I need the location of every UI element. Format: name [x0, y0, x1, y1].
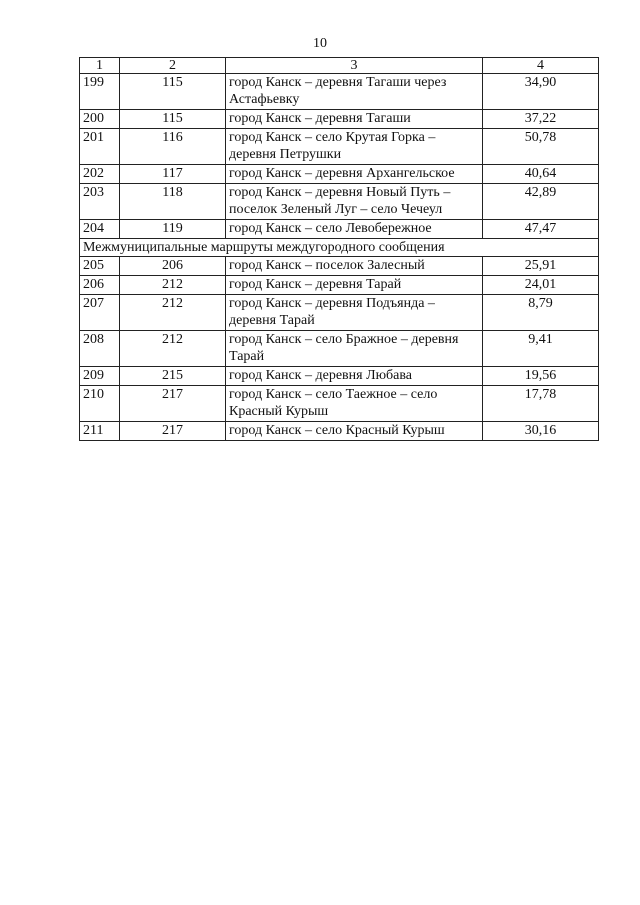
- route-code-cell: 217: [120, 386, 226, 422]
- distance-cell: 40,64: [483, 165, 599, 184]
- table-header-row: [80, 58, 599, 74]
- column-header-3: 3: [226, 58, 483, 74]
- table-row: [80, 257, 599, 276]
- table-row: [80, 276, 599, 295]
- route-name-cell: город Канск – деревня Архангельское: [226, 165, 483, 184]
- table-row: [80, 422, 599, 441]
- distance-cell: 19,56: [483, 367, 599, 386]
- route-code-cell: 119: [120, 220, 226, 239]
- route-name-cell: город Канск – село Бражное – деревня Тарай: [226, 331, 483, 367]
- table-row: [80, 367, 599, 386]
- table-row: [80, 129, 599, 165]
- column-header-4: 4: [483, 58, 599, 74]
- route-rows-group2: [80, 257, 599, 441]
- route-code-cell: 118: [120, 184, 226, 220]
- route-name-cell: город Канск – село Красный Курыш: [226, 422, 483, 441]
- section-row-group: [80, 239, 599, 257]
- row-number-cell: 205: [80, 257, 120, 276]
- row-number-cell: 209: [80, 367, 120, 386]
- route-code-cell: 116: [120, 129, 226, 165]
- row-number-cell: 204: [80, 220, 120, 239]
- section-title: Межмуниципальные маршруты междугородного сообщения: [80, 239, 599, 257]
- table-row: [80, 74, 599, 110]
- section-row: [80, 239, 599, 257]
- row-number-cell: 206: [80, 276, 120, 295]
- route-code-cell: 206: [120, 257, 226, 276]
- routes-table: [79, 57, 599, 441]
- route-code-cell: 115: [120, 74, 226, 110]
- page-number: 10: [313, 36, 327, 51]
- column-header-2: 2: [120, 58, 226, 74]
- table-row: [80, 165, 599, 184]
- distance-cell: 25,91: [483, 257, 599, 276]
- route-name-cell: город Канск – деревня Тарай: [226, 276, 483, 295]
- route-code-cell: 212: [120, 276, 226, 295]
- row-number-cell: 202: [80, 165, 120, 184]
- route-code-cell: 212: [120, 331, 226, 367]
- route-code-cell: 212: [120, 295, 226, 331]
- distance-cell: 30,16: [483, 422, 599, 441]
- table-row: [80, 386, 599, 422]
- row-number-cell: 201: [80, 129, 120, 165]
- row-number-cell: 208: [80, 331, 120, 367]
- route-code-cell: 115: [120, 110, 226, 129]
- row-number-cell: 203: [80, 184, 120, 220]
- route-code-cell: 217: [120, 422, 226, 441]
- distance-cell: 37,22: [483, 110, 599, 129]
- column-header-1: 1: [80, 58, 120, 74]
- route-code-cell: 215: [120, 367, 226, 386]
- table-row: [80, 184, 599, 220]
- row-number-cell: 199: [80, 74, 120, 110]
- route-name-cell: город Канск – деревня Тагаши: [226, 110, 483, 129]
- distance-cell: 8,79: [483, 295, 599, 331]
- distance-cell: 34,90: [483, 74, 599, 110]
- row-number-cell: 211: [80, 422, 120, 441]
- distance-cell: 9,41: [483, 331, 599, 367]
- table-row: [80, 331, 599, 367]
- distance-cell: 24,01: [483, 276, 599, 295]
- distance-cell: 42,89: [483, 184, 599, 220]
- route-name-cell: город Канск – деревня Подъянда – деревня Тарай: [226, 295, 483, 331]
- route-rows-group1: [80, 74, 599, 239]
- distance-cell: 50,78: [483, 129, 599, 165]
- table-row: [80, 295, 599, 331]
- distance-cell: 17,78: [483, 386, 599, 422]
- row-number-cell: 210: [80, 386, 120, 422]
- table-row: [80, 220, 599, 239]
- route-name-cell: город Канск – село Левобережное: [226, 220, 483, 239]
- route-name-cell: город Канск – село Крутая Горка – деревня Петрушки: [226, 129, 483, 165]
- route-name-cell: город Канск – село Таежное – село Красный Курыш: [226, 386, 483, 422]
- table-row: [80, 110, 599, 129]
- route-name-cell: город Канск – поселок Залесный: [226, 257, 483, 276]
- route-name-cell: город Канск – деревня Любава: [226, 367, 483, 386]
- route-name-cell: город Канск – деревня Тагаши через Астафьевку: [226, 74, 483, 110]
- distance-cell: 47,47: [483, 220, 599, 239]
- row-number-cell: 200: [80, 110, 120, 129]
- row-number-cell: 207: [80, 295, 120, 331]
- route-code-cell: 117: [120, 165, 226, 184]
- route-name-cell: город Канск – деревня Новый Путь – поселок Зеленый Луг – село Чечеул: [226, 184, 483, 220]
